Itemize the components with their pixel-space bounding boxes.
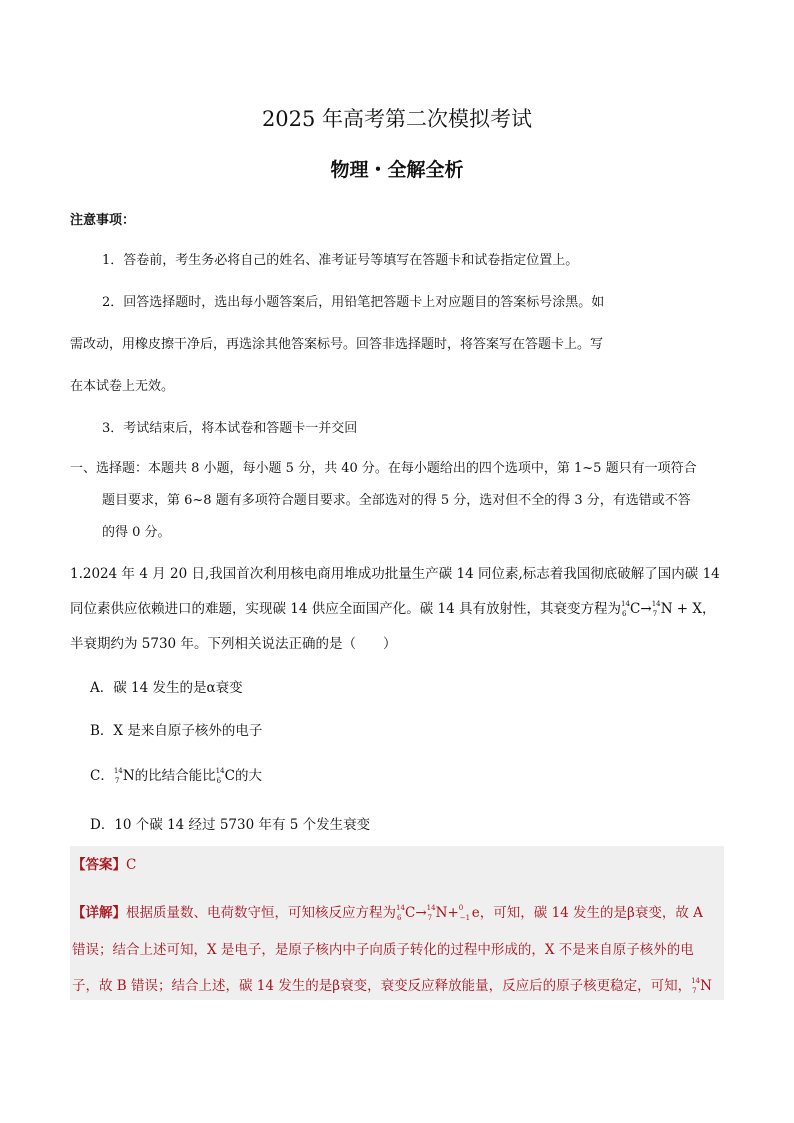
n14-isotope-symbol: 14 7: [113, 766, 123, 785]
explanation-line-2: 错误；结合上述可知，X 是电子，是原子核内中子向质子转化的过程中形成的，X 不是来自原子核外的电: [72, 942, 694, 958]
notice-item-2-line-2: 需改动，用橡皮擦干净后，再选涂其他答案标号。回答非选择题时，将答案写在答题卡上。写: [70, 337, 604, 352]
page-title: 2025 年高考第二次模拟考试: [261, 107, 533, 131]
notice-item-1: 1．答卷前，考生务必将自己的姓名、准考证号等填写在答题卡和试卷指定位置上。: [102, 253, 579, 268]
notice-heading: 注意事项：: [70, 213, 136, 228]
explanation-line-3: 子，故 B 错误；结合上述，碳 14 发生的是β衰变，衰变反应释放能量，反应后的原子核更稳定，可知， 14 7 N: [72, 976, 712, 995]
question-1-line-2: 同位素供应依赖进口的难题，实现碳 14 供应全面国产化。碳 14 具有放射性，其衰变方程为 14 6 C→ 14 7 N + X，: [70, 599, 716, 618]
option-c: C． 14 7 N的比结合能比 14 6 C的大: [90, 766, 262, 785]
c14-isotope-symbol: 14 6: [396, 903, 405, 922]
answer-value: C: [126, 857, 137, 873]
c14-isotope-symbol: 14 6: [215, 766, 225, 785]
section-instruction-line-1: 一、选择题：本题共 8 小题，每小题 5 分，共 40 分。在每小题给出的四个选项中，第 1~5 题只有一项符合: [70, 461, 697, 476]
n14-isotope-symbol: 14 7: [691, 976, 700, 995]
answer-tag: 【答案】: [72, 857, 126, 873]
section-instruction-line-3: 的得 0 分。: [102, 525, 171, 540]
notice-item-2-line-1: 2．回答选择题时，选出每小题答案后，用铅笔把答题卡上对应题目的答案标号涂黑。如: [102, 295, 605, 310]
n14-isotope-symbol: 14 7: [426, 903, 436, 922]
c14-isotope-symbol: 14 6: [621, 599, 630, 618]
page-subtitle: 物理・全解全析: [330, 159, 464, 181]
explanation-tag: 【详解】: [72, 905, 126, 921]
electron-symbol: 0 −1: [458, 903, 471, 922]
answer-line: [72, 853, 136, 873]
option-a: A．碳 14 发生的是α衰变: [90, 680, 243, 696]
option-d: D．10 个碳 14 经过 5730 年有 5 个发生衰变: [90, 817, 371, 833]
notice-item-2-line-3: 在本试卷上无效。: [70, 379, 175, 394]
option-b: B．X 是来自原子核外的电子: [90, 723, 263, 739]
section-instruction-line-2: 题目要求，第 6~8 题有多项符合题目要求。全部选对的得 5 分，选对但不全的得 3 分，有选错或不答: [102, 493, 691, 508]
question-1-line-3: 半衰期约为 5730 年。下列相关说法正确的是（ ）: [70, 636, 397, 652]
notice-item-3: 3．考试结束后，将本试卷和答题卡一并交回: [102, 421, 358, 436]
explanation-line-1: 【详解】根据质量数、电荷数守恒，可知核反应方程为 14 6 C→ 14 7 N+ 0 −1 e，可知，碳 14 发生的是β衰变，故 A: [72, 903, 703, 922]
n14-isotope-symbol: 14 7: [651, 599, 661, 618]
question-1-line-1: 1.2024 年 4 月 20 日,我国首次利用核电商用堆成功批量生产碳 14 同位素,标志着我国彻底破解了国内碳 14: [70, 566, 720, 582]
